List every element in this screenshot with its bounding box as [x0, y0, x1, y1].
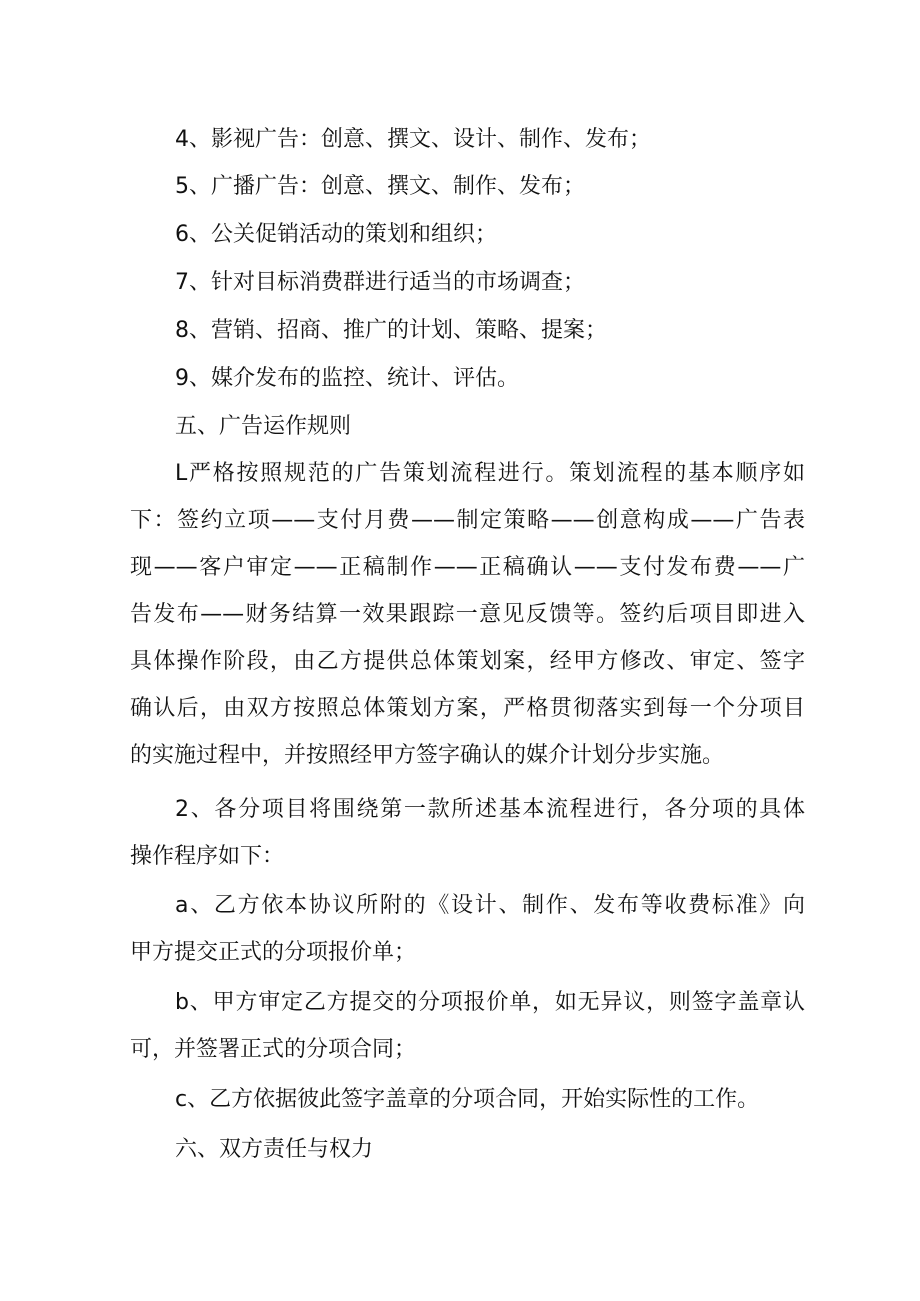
paragraph-line: 下：签约立项——支付月费——制定策略——创意构成——广告表 — [130, 508, 805, 533]
paragraph-line: 操作程序如下： — [130, 844, 285, 869]
paragraph-line: L严格按照规范的广告策划流程进行。策划流程的基本顺序如 — [175, 461, 805, 486]
list-item: 8、营销、招商、推广的计划、策略、提案； — [175, 318, 607, 343]
list-item: 4、影视广告：创意、撰文、设计、制作、发布； — [175, 127, 651, 152]
paragraph-line: 现——客户审定——正稿制作——正稿确认——支付发布费——广 — [130, 555, 805, 580]
paragraph-line: 告发布——财务结算一效果跟踪一意见反馈等。签约后项目即进入 — [130, 602, 805, 627]
list-item: 9、媒介发布的监控、统计、评估。 — [175, 366, 519, 391]
paragraph-line: a、乙方依本协议所附的《设计、制作、发布等收费标准》向 — [175, 893, 805, 918]
paragraph-line: b、甲方审定乙方提交的分项报价单，如无异议，则签字盖章认 — [175, 990, 805, 1015]
paragraph-line: c、乙方依据彼此签字盖章的分项合同，开始实际性的工作。 — [175, 1087, 760, 1112]
paragraph-line: 的实施过程中，并按照经甲方签字确认的媒介计划分步实施。 — [130, 743, 725, 768]
list-item: 5、广播广告：创意、撰文、制作、发布； — [175, 174, 585, 199]
section-heading: 六、双方责任与权力 — [175, 1137, 374, 1162]
paragraph-line: 具体操作阶段，由乙方提供总体策划案，经甲方修改、审定、签字 — [130, 649, 805, 674]
list-item: 6、公关促销活动的策划和组织； — [175, 222, 497, 247]
section-heading: 五、广告运作规则 — [175, 414, 352, 439]
paragraph-line: 2、各分项目将围绕第一款所述基本流程进行，各分项的具体 — [175, 797, 805, 822]
paragraph-line: 可，并签署正式的分项合同； — [130, 1037, 417, 1062]
paragraph-line: 甲方提交正式的分项报价单； — [130, 940, 417, 965]
paragraph-line: 确认后，由双方按照总体策划方案，严格贯彻落实到每一个分项目 — [130, 696, 805, 721]
list-item: 7、针对目标消费群进行适当的市场调查； — [175, 270, 585, 295]
